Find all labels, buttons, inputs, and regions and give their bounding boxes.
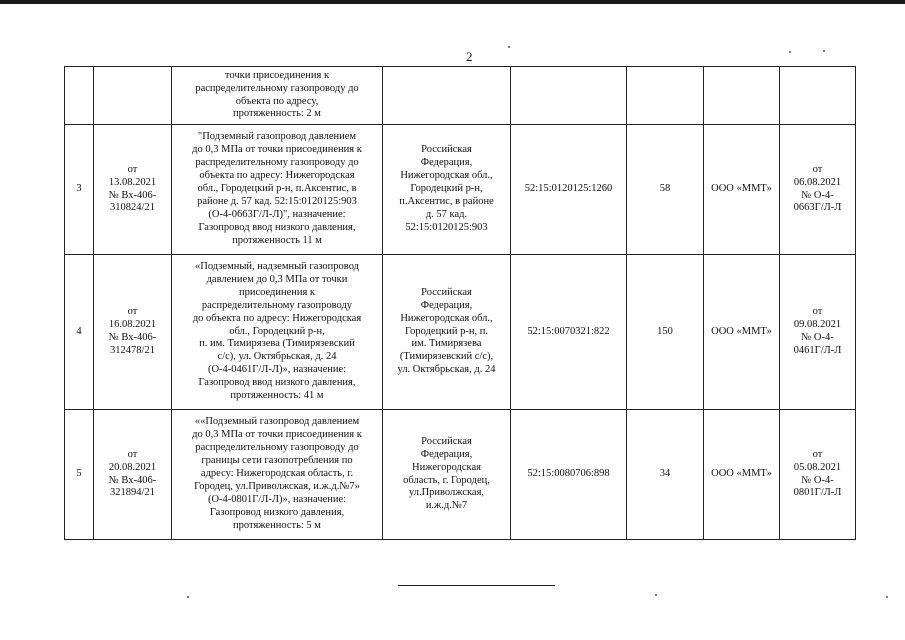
incoming-ref-cell: от 20.08.2021 № Вх-406- 321894/21 — [94, 410, 172, 540]
order-ref-cell: от 05.08.2021 № О-4- 0801Г/Л-Л — [780, 410, 856, 540]
object-description-cell: «Подземный, надземный газопровод давлением до 0,3 МПа от точки присоединения к распределительному газопроводу до объекта по адресу: Нижегородская обл., Городецкий р-н, п. им. Тимирязева (Тимирязевский с/с), ул. Октябрьская, д. 24 (О-4-0461Г/Л-Л)», назначение: Газопровод ввод низкого давления, протяженность: 41 м — [172, 255, 383, 410]
cadastral-number-cell: 52:15:0120125:1260 — [511, 125, 627, 255]
table-row — [65, 67, 856, 125]
page-number: 2 — [466, 49, 473, 64]
object-description-cell: "Подземный газопровод давлением до 0,3 МПа от точки присоединения к распределительному газопроводу до объекта по адресу: Нижегородская обл., Городецкий р-н, п.Аксентис, в районе д. 57 кад. 52:15:0120125:903 (О-4-0663Г/Л-Л)", назначение: Газопровод ввод низкого давления, протяженность 11 м — [172, 125, 383, 255]
location-address-cell: Российская Федерация, Нижегородская область, г. Городец, ул.Приволжская, и.ж.д.№7 — [383, 410, 511, 540]
location-address-cell: Российская Федерация, Нижегородская обл., Городецкий р-н, п.Аксентис, в районе д. 57 кад. 52:15:0120125:903 — [383, 125, 511, 255]
scan-speck — [886, 596, 888, 598]
incoming-ref-cell: от 13.08.2021 № Вх-406- 310824/21 — [94, 125, 172, 255]
owner-cell: ООО «ММТ» — [704, 255, 780, 410]
cadastral-number-cell: 52:15:0080706:898 — [511, 410, 627, 540]
object-description-cell: ««Подземный газопровод давлением до 0,3 МПа от точки присоединения к распределительному газопроводу до границы сети газопотребления по адресу: Нижегородская область, г. Городец, ул.Приволжская, и.ж.д.№7» (О-4-0801Г/Л-Л)», назначение: Газопровод низкого давления, протяженность: 5 м — [172, 410, 383, 540]
scan-speck — [789, 51, 791, 53]
land-plots-table — [64, 66, 856, 540]
footnote-separator-line — [398, 585, 555, 586]
order-ref-cell — [780, 67, 856, 125]
area-cell: 34 — [627, 410, 704, 540]
row-number-cell — [65, 67, 94, 125]
scan-speck — [823, 50, 825, 52]
table-row — [65, 255, 856, 410]
cadastral-number-cell — [511, 67, 627, 125]
incoming-ref-cell — [94, 67, 172, 125]
row-number-cell: 5 — [65, 410, 94, 540]
owner-cell: ООО «ММТ» — [704, 125, 780, 255]
row-number-cell: 4 — [65, 255, 94, 410]
location-address-cell: Российская Федерация, Нижегородская обл., Городецкий р-н, п. им. Тимирязева (Тимирязевский с/с), ул. Октябрьская, д. 24 — [383, 255, 511, 410]
table-row — [65, 410, 856, 540]
area-cell: 58 — [627, 125, 704, 255]
location-address-cell — [383, 67, 511, 125]
area-cell: 150 — [627, 255, 704, 410]
incoming-ref-cell: от 16.08.2021 № Вх-406- 312478/21 — [94, 255, 172, 410]
scan-speck — [508, 46, 510, 48]
top-border-line — [0, 0, 905, 4]
order-ref-cell: от 06.08.2021 № О-4- 0663Г/Л-Л — [780, 125, 856, 255]
area-cell — [627, 67, 704, 125]
owner-cell — [704, 67, 780, 125]
row-number-cell: 3 — [65, 125, 94, 255]
cadastral-number-cell: 52:15:0070321:822 — [511, 255, 627, 410]
object-description-cell: точки присоединения к распределительному газопроводу до объекта по адресу, протяженность: 2 м — [172, 67, 383, 125]
table-row — [65, 125, 856, 255]
owner-cell: ООО «ММТ» — [704, 410, 780, 540]
order-ref-cell: от 09.08.2021 № О-4- 0461Г/Л-Л — [780, 255, 856, 410]
scan-speck — [187, 596, 189, 598]
scan-speck — [655, 594, 657, 596]
